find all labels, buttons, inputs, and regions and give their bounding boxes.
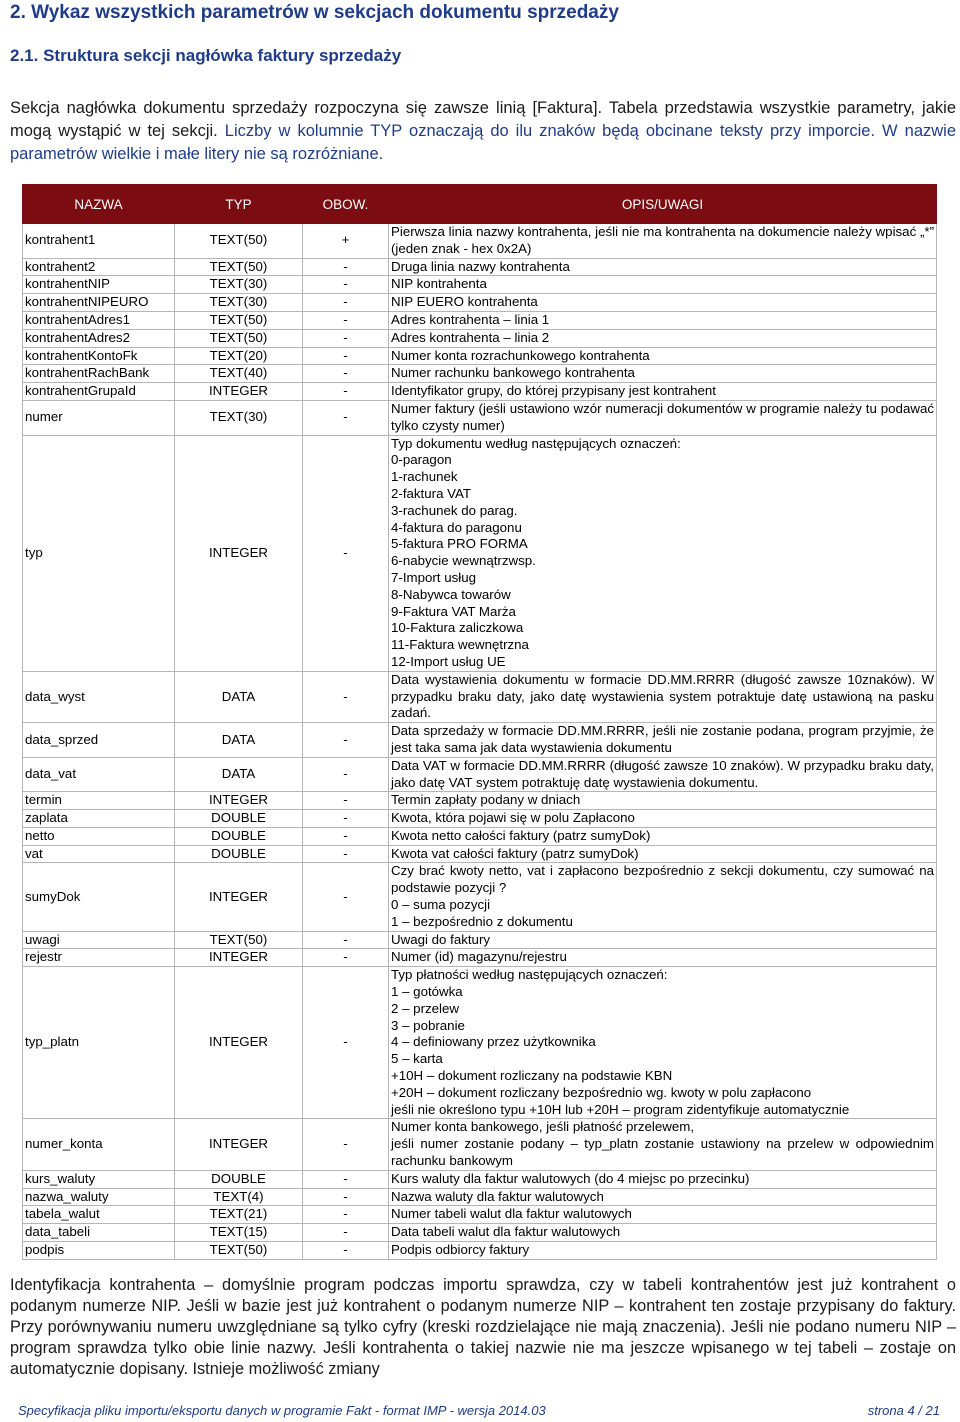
param-description <box>389 1224 937 1242</box>
param-description <box>389 276 937 294</box>
param-required: - <box>303 967 389 1119</box>
param-type: TEXT(50) <box>175 258 303 276</box>
param-required: - <box>303 931 389 949</box>
param-type: INTEGER <box>175 1119 303 1170</box>
description-line: Podpis odbiorcy faktury <box>391 1242 530 1258</box>
param-name: podpis <box>23 1242 175 1260</box>
param-description <box>389 1206 937 1224</box>
description-line: 12-Import usług UE <box>391 653 506 669</box>
param-description <box>389 723 937 758</box>
description-line: +10H – dokument rozliczany na podstawie KBN <box>391 1068 673 1084</box>
param-name: data_vat <box>23 757 175 792</box>
param-type: TEXT(50) <box>175 329 303 347</box>
description-line: Pierwsza linia nazwy kontrahenta, jeśli nie ma kontrahenta na dokumencie należy wpisać „*” (jeden znak - hex 0x2A) <box>391 224 934 256</box>
param-description <box>389 1242 937 1260</box>
table-row <box>23 383 937 401</box>
description-line: Nazwa waluty dla faktur walutowych <box>391 1188 604 1204</box>
param-name: tabela_walut <box>23 1206 175 1224</box>
param-description <box>389 435 937 671</box>
table-row <box>23 949 937 967</box>
table-row <box>23 827 937 845</box>
param-description <box>389 757 937 792</box>
param-required: - <box>303 311 389 329</box>
param-required: - <box>303 258 389 276</box>
param-name: netto <box>23 827 175 845</box>
param-required: - <box>303 792 389 810</box>
description-line: Kurs waluty dla faktur walutowych (do 4 miejsc po przecinku) <box>391 1170 750 1186</box>
description-line: +20H – dokument rozliczany bezpośrednio wg. kwoty w polu zapłacono <box>391 1084 812 1100</box>
param-type: INTEGER <box>175 792 303 810</box>
param-name: kontrahent2 <box>23 258 175 276</box>
description-line: 1-rachunek <box>391 469 458 485</box>
description-line: Numer faktury (jeśli ustawiono wzór numeracji dokumentów w programie należy tu podawać tylko czysty numer) <box>391 400 934 433</box>
param-type: DOUBLE <box>175 827 303 845</box>
table-row <box>23 400 937 435</box>
table-row <box>23 347 937 365</box>
param-required: - <box>303 1224 389 1242</box>
table-row <box>23 365 937 383</box>
param-description <box>389 827 937 845</box>
param-name: kontrahentAdres2 <box>23 329 175 347</box>
identification-paragraph: Identyfikacja kontrahenta – domyślnie program podczas importu sprawdza, czy w tabeli kontrahentów jest już kontrahent o podanym numerze NIP. Jeśli w bazie jest już kontrahent o podanym numerze NIP – kontrahent ten zostaje przypisany do faktury. Przy porównywaniu numeru uwzględniane są tylko cyfry (kreski rozdzielające nie mają znaczenia). Jeśli nie podano numeru NIP – program sprawdza tylko obie linie nazwy. Jeśli kontrahenta o takiej nazwie nie ma jeszcze wpisanego w tej tabeli – zostaje on automatycznie dopisany. Istnieje możliwość zmiany <box>10 1276 956 1378</box>
param-required: - <box>303 400 389 435</box>
param-description <box>389 967 937 1119</box>
param-type: INTEGER <box>175 863 303 931</box>
param-description <box>389 1170 937 1188</box>
param-type: DATA <box>175 757 303 792</box>
param-type: INTEGER <box>175 435 303 671</box>
param-type: DATA <box>175 671 303 722</box>
param-type: TEXT(20) <box>175 347 303 365</box>
param-description <box>389 294 937 312</box>
table-row <box>23 1170 937 1188</box>
description-line: 3-rachunek do parag. <box>391 502 518 518</box>
table-row <box>23 723 937 758</box>
param-description <box>389 311 937 329</box>
param-description <box>389 949 937 967</box>
param-required: - <box>303 863 389 931</box>
description-line: 1 – gotówka <box>391 984 463 1000</box>
param-required: - <box>303 723 389 758</box>
param-name: kontrahentGrupaId <box>23 383 175 401</box>
section-heading: 2. Wykaz wszystkich parametrów w sekcjach dokumentu sprzedaży <box>10 2 619 23</box>
table-row <box>23 1242 937 1260</box>
table-header-row <box>23 185 937 224</box>
table-row <box>23 757 937 792</box>
description-line: Numer konta bankowego, jeśli płatność przelewem, <box>391 1119 695 1135</box>
description-line: jeśli nie określono typu +10H lub +20H – program zidentyfikuje automatycznie <box>391 1101 850 1117</box>
param-name: vat <box>23 845 175 863</box>
description-line: Data wystawienia dokumentu w formacie DD.MM.RRRR (długość zawsze 10znaków). W przypadku braku daty, jako datę wystawienia system potraktuje datę ustawioną na pasku zadań. <box>391 671 934 721</box>
param-description <box>389 931 937 949</box>
description-line: 1 – bezpośrednio z dokumentu <box>391 913 573 929</box>
table-row <box>23 792 937 810</box>
param-required: - <box>303 435 389 671</box>
description-line: Numer (id) magazynu/rejestru <box>391 949 567 965</box>
description-line: Uwagi do faktury <box>391 931 491 947</box>
param-required: - <box>303 1242 389 1260</box>
param-required: - <box>303 347 389 365</box>
param-required: - <box>303 329 389 347</box>
description-line: 6-nabycie wewnątrzwsp. <box>391 553 536 569</box>
param-required: - <box>303 365 389 383</box>
table-row <box>23 258 937 276</box>
header-name: NAZWA <box>23 185 175 224</box>
param-description <box>389 224 937 259</box>
param-required: - <box>303 949 389 967</box>
description-line: NIP EUERO kontrahenta <box>391 294 538 310</box>
description-line: Termin zapłaty podany w dniach <box>391 792 581 808</box>
description-line: Kwota vat całości faktury (patrz sumyDok) <box>391 845 639 861</box>
table-row <box>23 1224 937 1242</box>
description-line: 4 – definiowany przez użytkownika <box>391 1034 596 1050</box>
param-type: TEXT(50) <box>175 224 303 259</box>
table-row <box>23 810 937 828</box>
description-line: 8-Nabywca towarów <box>391 586 511 602</box>
param-description <box>389 810 937 828</box>
param-description <box>389 347 937 365</box>
param-name: data_wyst <box>23 671 175 722</box>
table-row <box>23 435 937 671</box>
description-line: Data tabeli walut dla faktur walutowych <box>391 1224 621 1240</box>
param-description <box>389 258 937 276</box>
description-line: 0-paragon <box>391 452 452 468</box>
param-required: - <box>303 276 389 294</box>
table-row <box>23 224 937 259</box>
param-description <box>389 383 937 401</box>
param-type: TEXT(4) <box>175 1188 303 1206</box>
description-line: Numer tabeli walut dla faktur walutowych <box>391 1206 632 1222</box>
param-name: termin <box>23 792 175 810</box>
param-description <box>389 1188 937 1206</box>
param-type: TEXT(30) <box>175 400 303 435</box>
table-row <box>23 311 937 329</box>
description-line: 4-faktura do paragonu <box>391 519 522 535</box>
description-line: Identyfikator grupy, do której przypisany jest kontrahent <box>391 383 716 399</box>
table-row <box>23 329 937 347</box>
header-type: TYP <box>175 185 303 224</box>
table-row <box>23 931 937 949</box>
description-line: Adres kontrahenta – linia 2 <box>391 329 550 345</box>
param-name: zaplata <box>23 810 175 828</box>
param-type: TEXT(50) <box>175 1242 303 1260</box>
param-required: - <box>303 294 389 312</box>
param-name: numer <box>23 400 175 435</box>
param-type: TEXT(21) <box>175 1206 303 1224</box>
header-description: OPIS/UWAGI <box>389 185 937 224</box>
table-row <box>23 276 937 294</box>
param-type: DOUBLE <box>175 1170 303 1188</box>
param-type: TEXT(40) <box>175 365 303 383</box>
description-line: 11-Faktura wewnętrzna <box>391 637 529 653</box>
description-line: Numer rachunku bankowego kontrahenta <box>391 365 635 381</box>
param-required: - <box>303 383 389 401</box>
description-line: 2 – przelew <box>391 1000 459 1016</box>
table-row <box>23 1119 937 1170</box>
param-type: TEXT(30) <box>175 276 303 294</box>
description-line: Numer konta rozrachunkowego kontrahenta <box>391 347 650 363</box>
param-description <box>389 671 937 722</box>
parameters-table <box>22 184 937 1260</box>
description-line: 10-Faktura zaliczkowa <box>391 620 524 636</box>
intro-text-1: Sekcja nagłówka dokumentu sprzedaży rozpoczyna się zawsze linią [Faktura]. Tabela przedstawia wszystkie parametry, jakie mogą wystąpić w tej sekcji. <box>10 99 956 140</box>
intro-text-2: Liczby w kolumnie TYP oznaczają do ilu znaków będą obcinane teksty przy imporcie. W nazwie parametrów wielkie i małe litery nie są rozróżniane. <box>10 122 956 163</box>
param-name: uwagi <box>23 931 175 949</box>
description-line: Data sprzedaży w formacie DD.MM.RRRR, jeśli nie zostanie podana, program przyjmie, że jest taka sama jak data wystawienia dokumentu <box>391 723 934 755</box>
param-type: DOUBLE <box>175 810 303 828</box>
description-line: 9-Faktura VAT Marża <box>391 603 516 619</box>
param-type: TEXT(30) <box>175 294 303 312</box>
table-row <box>23 294 937 312</box>
description-line: 2-faktura VAT <box>391 485 472 501</box>
param-name: kontrahentKontoFk <box>23 347 175 365</box>
description-line: 5 – karta <box>391 1051 443 1067</box>
param-required: + <box>303 224 389 259</box>
table-row <box>23 1188 937 1206</box>
description-line: Adres kontrahenta – linia 1 <box>391 311 550 327</box>
param-type: DATA <box>175 723 303 758</box>
table-row <box>23 863 937 931</box>
param-name: rejestr <box>23 949 175 967</box>
param-name: sumyDok <box>23 863 175 931</box>
param-name: kontrahent1 <box>23 224 175 259</box>
param-description <box>389 365 937 383</box>
param-type: INTEGER <box>175 383 303 401</box>
table-body <box>23 224 937 1260</box>
param-required: - <box>303 671 389 722</box>
param-required: - <box>303 1170 389 1188</box>
param-required: - <box>303 827 389 845</box>
description-line: 0 – suma pozycji <box>391 897 491 913</box>
table-row <box>23 845 937 863</box>
table-row <box>23 967 937 1119</box>
param-name: kurs_waluty <box>23 1170 175 1188</box>
param-name: kontrahentAdres1 <box>23 311 175 329</box>
description-line: NIP kontrahenta <box>391 276 487 292</box>
param-name: nazwa_waluty <box>23 1188 175 1206</box>
param-required: - <box>303 1119 389 1170</box>
param-required: - <box>303 810 389 828</box>
param-description <box>389 863 937 931</box>
param-name: typ_platn <box>23 967 175 1119</box>
description-line: 3 – pobranie <box>391 1017 465 1033</box>
footer-document-title: Specyfikacja pliku importu/eksportu danych w programie Fakt - format IMP - wersja 2014.03 <box>18 1403 546 1418</box>
param-name: kontrahentRachBank <box>23 365 175 383</box>
footer-page-number: strona 4 / 21 <box>867 1403 940 1418</box>
param-type: INTEGER <box>175 949 303 967</box>
param-type: INTEGER <box>175 967 303 1119</box>
table-row <box>23 1206 937 1224</box>
param-description <box>389 1119 937 1170</box>
param-type: TEXT(50) <box>175 311 303 329</box>
description-line: 7-Import usług <box>391 569 476 585</box>
description-line: Typ dokumentu według następujących oznaczeń: <box>391 435 681 451</box>
description-line: Typ płatności według następujących oznaczeń: <box>391 967 668 983</box>
description-line: Kwota, która pojawi się w polu Zapłacono <box>391 810 635 826</box>
param-name: numer_konta <box>23 1119 175 1170</box>
header-required: OBOW. <box>303 185 389 224</box>
description-line: 5-faktura PRO FORMA <box>391 536 528 552</box>
param-description <box>389 845 937 863</box>
intro-paragraph <box>10 97 956 166</box>
description-line: Data VAT w formacie DD.MM.RRRR (długość zawsze 10 znaków). W przypadku braku daty, jako datę VAT system potraktuję datę wystawienia dokumentu. <box>391 757 934 790</box>
param-required: - <box>303 1206 389 1224</box>
param-required: - <box>303 757 389 792</box>
param-description <box>389 329 937 347</box>
description-line: Druga linia nazwy kontrahenta <box>391 258 570 274</box>
param-name: data_tabeli <box>23 1224 175 1242</box>
param-required: - <box>303 1188 389 1206</box>
description-line: Kwota netto całości faktury (patrz sumyDok) <box>391 827 651 843</box>
param-name: typ <box>23 435 175 671</box>
param-name: data_sprzed <box>23 723 175 758</box>
description-line: jeśli numer zostanie podany – typ_platn zostanie ustawiony na przelew w odpowiednim rachunku bankowym <box>391 1136 934 1169</box>
param-type: TEXT(50) <box>175 931 303 949</box>
param-type: DOUBLE <box>175 845 303 863</box>
param-description <box>389 792 937 810</box>
table-row <box>23 671 937 722</box>
param-required: - <box>303 845 389 863</box>
description-line: Czy brać kwoty netto, vat i zapłacono bezpośrednio z sekcji dokumentu, czy sumować na podstawie pozycji ? <box>391 863 934 896</box>
param-name: kontrahentNIPEURO <box>23 294 175 312</box>
subsection-heading: 2.1. Struktura sekcji nagłówka faktury sprzedaży <box>10 46 402 65</box>
param-type: TEXT(15) <box>175 1224 303 1242</box>
param-description <box>389 400 937 435</box>
param-name: kontrahentNIP <box>23 276 175 294</box>
